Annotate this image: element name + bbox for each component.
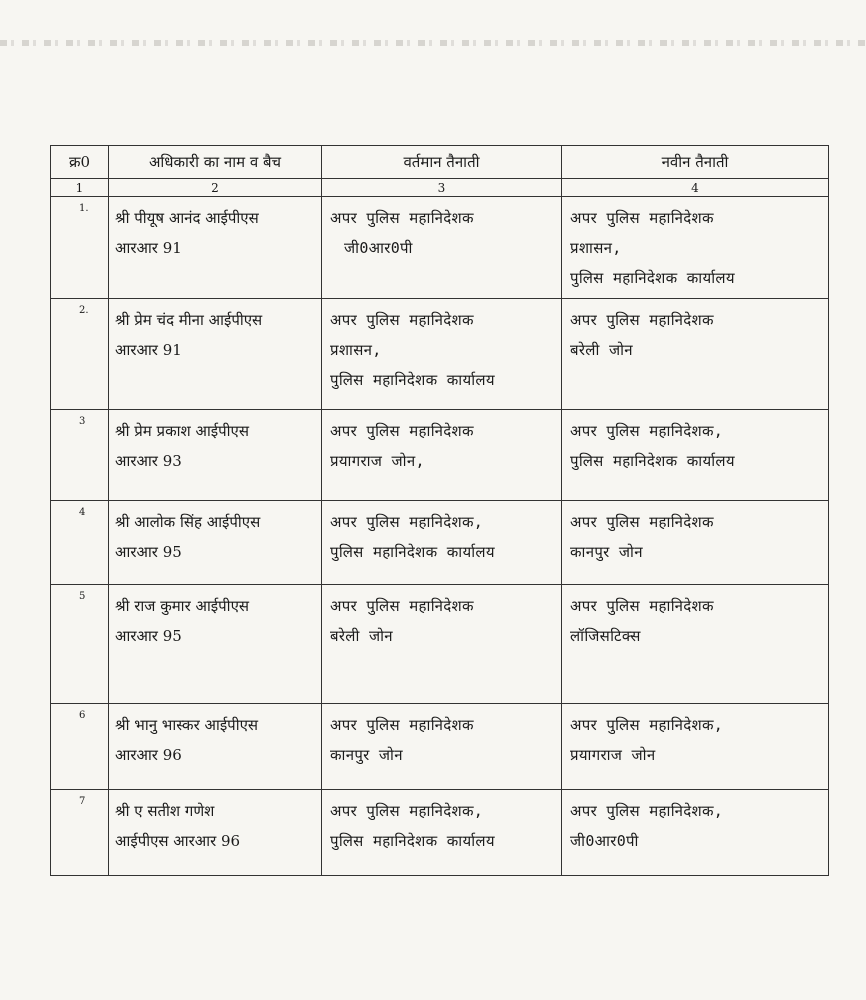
- current-posting-line: जी0आर0पी: [344, 239, 413, 257]
- column-number: 3: [322, 179, 562, 197]
- new-posting-line: अपर पुलिस महानिदेशक,: [570, 802, 724, 820]
- column-number: 2: [109, 179, 322, 197]
- new-posting-cell: [562, 585, 829, 704]
- current-posting-line: अपर पुलिस महानिदेशक: [330, 716, 474, 734]
- posting-table: [50, 145, 829, 876]
- current-posting-line: अपर पुलिस महानिदेशक: [330, 422, 474, 440]
- header-serial: क्र0: [51, 146, 109, 179]
- table-row: [51, 410, 829, 501]
- officer-name-cell: [109, 197, 322, 299]
- table-row: [51, 704, 829, 790]
- officer-batch: आरआर 95: [115, 543, 182, 561]
- new-posting-line: प्रयागराज जोन: [570, 746, 656, 764]
- current-posting-line: प्रशासन,: [330, 341, 382, 359]
- officer-batch: आईपीएस आरआर 96: [115, 832, 241, 850]
- current-posting-line: अपर पुलिस महानिदेशक,: [330, 802, 484, 820]
- new-posting-line: जी0आर0पी: [570, 832, 639, 850]
- column-number: 1: [51, 179, 109, 197]
- new-posting-cell: [562, 501, 829, 585]
- new-posting-line: लॉजिसटिक्स: [570, 627, 641, 645]
- serial-number: 4: [51, 501, 109, 585]
- column-number-row: [51, 179, 829, 197]
- new-posting-line: अपर पुलिस महानिदेशक: [570, 597, 714, 615]
- officer-name-cell: [109, 585, 322, 704]
- table-row: [51, 501, 829, 585]
- officer-batch: आरआर 96: [115, 746, 182, 764]
- officer-name: श्री पीयूष आनंद आईपीएस: [115, 209, 259, 227]
- new-posting-line: अपर पुलिस महानिदेशक: [570, 209, 714, 227]
- header-officer-name: अधिकारी का नाम व बैच: [109, 146, 322, 179]
- table-row: [51, 790, 829, 876]
- current-posting-line: बरेली जोन: [330, 627, 393, 645]
- officer-name-cell: [109, 501, 322, 585]
- serial-number: 2.: [51, 299, 109, 410]
- officer-name: श्री राज कुमार आईपीएस: [115, 597, 250, 615]
- table-row: [51, 197, 829, 299]
- officer-name-cell: [109, 790, 322, 876]
- current-posting-line: अपर पुलिस महानिदेशक,: [330, 513, 484, 531]
- new-posting-line: पुलिस महानिदेशक कार्यालय: [570, 269, 735, 287]
- new-posting-line: अपर पुलिस महानिदेशक: [570, 513, 714, 531]
- current-posting-line: पुलिस महानिदेशक कार्यालय: [330, 543, 495, 561]
- table-header-row: [51, 146, 829, 179]
- current-posting-line: अपर पुलिस महानिदेशक: [330, 597, 474, 615]
- new-posting-cell: [562, 410, 829, 501]
- officer-batch: आरआर 91: [115, 341, 182, 359]
- serial-number: 1.: [51, 197, 109, 299]
- new-posting-cell: [562, 197, 829, 299]
- officer-name: श्री आलोक सिंह आईपीएस: [115, 513, 261, 531]
- new-posting-cell: [562, 704, 829, 790]
- serial-number: 6: [51, 704, 109, 790]
- current-posting-line: कानपुर जोन: [330, 746, 403, 764]
- officer-name-cell: [109, 704, 322, 790]
- header-current-posting: वर्तमान तैनाती: [322, 146, 562, 179]
- new-posting-line: अपर पुलिस महानिदेशक,: [570, 716, 724, 734]
- officer-name: श्री प्रेम चंद मीना आईपीएस: [115, 311, 263, 329]
- current-posting-line: अपर पुलिस महानिदेशक: [330, 209, 474, 227]
- current-posting-cell: [322, 299, 562, 410]
- officer-name-cell: [109, 410, 322, 501]
- officer-batch: आरआर 93: [115, 452, 182, 470]
- officer-batch: आरआर 95: [115, 627, 182, 645]
- officer-batch: आरआर 91: [115, 239, 182, 257]
- new-posting-line: बरेली जोन: [570, 341, 633, 359]
- officer-name-cell: [109, 299, 322, 410]
- new-posting-line: अपर पुलिस महानिदेशक: [570, 311, 714, 329]
- current-posting-cell: [322, 790, 562, 876]
- current-posting-line: अपर पुलिस महानिदेशक: [330, 311, 474, 329]
- current-posting-cell: [322, 585, 562, 704]
- scan-artifact-line: [0, 40, 866, 46]
- officer-name: श्री भानु भास्कर आईपीएस: [115, 716, 259, 734]
- table-row: [51, 585, 829, 704]
- column-number: 4: [562, 179, 829, 197]
- serial-number: 7: [51, 790, 109, 876]
- current-posting-cell: [322, 704, 562, 790]
- serial-number: 3: [51, 410, 109, 501]
- officer-name: श्री प्रेम प्रकाश आईपीएस: [115, 422, 249, 440]
- current-posting-cell: [322, 501, 562, 585]
- current-posting-cell: [322, 197, 562, 299]
- new-posting-cell: [562, 299, 829, 410]
- current-posting-cell: [322, 410, 562, 501]
- table-row: [51, 299, 829, 410]
- serial-number: 5: [51, 585, 109, 704]
- new-posting-line: अपर पुलिस महानिदेशक,: [570, 422, 724, 440]
- current-posting-line: प्रयागराज जोन,: [330, 452, 425, 470]
- officer-name: श्री ए सतीश गणेश: [115, 802, 215, 820]
- current-posting-line: पुलिस महानिदेशक कार्यालय: [330, 371, 495, 389]
- new-posting-cell: [562, 790, 829, 876]
- new-posting-line: प्रशासन,: [570, 239, 622, 257]
- header-new-posting: नवीन तैनाती: [562, 146, 829, 179]
- new-posting-line: कानपुर जोन: [570, 543, 643, 561]
- current-posting-line: पुलिस महानिदेशक कार्यालय: [330, 832, 495, 850]
- new-posting-line: पुलिस महानिदेशक कार्यालय: [570, 452, 735, 470]
